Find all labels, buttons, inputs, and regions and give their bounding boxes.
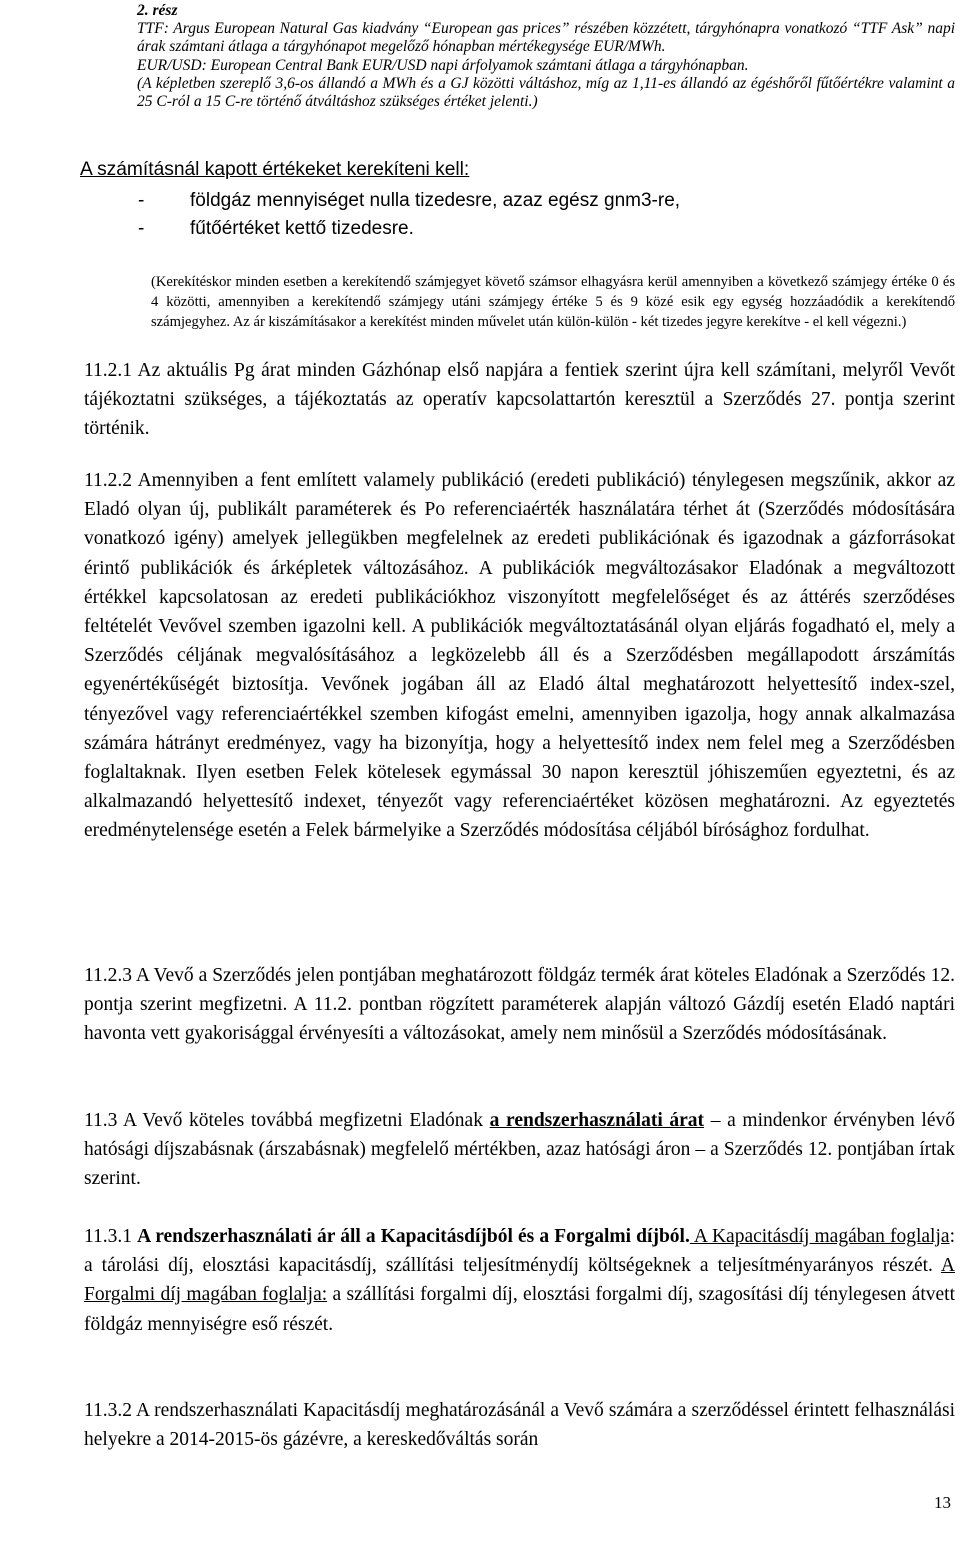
p1131-number: 11.3.1 bbox=[84, 1226, 138, 1247]
paragraph-11-3 bbox=[6, 1106, 955, 1194]
page-number: 13 bbox=[934, 1493, 951, 1512]
rounding-heading: A számításnál kapott értékeket kerekíteni kell: bbox=[80, 159, 470, 180]
rounding-item-text: földgáz mennyiséget nulla tizedesre, azaz egész gnm3-re, bbox=[190, 190, 681, 211]
p1131-capacity-fee-text: : a tárolási díj, elosztási kapacitásdíj, szállítási teljesítménydíj költségeknek a teljesítményarányos részét. bbox=[84, 1226, 955, 1277]
rounding-item-quantity bbox=[138, 190, 838, 216]
ttf-definition: TTF: Argus European Natural Gas kiadvány “European gas prices” részében közzétett, tárgyhónapra vonatkozó “TTF Ask” napi árak számtani átlaga a tárgyhónapot megelőző hónapban mértékegysége EUR/MWh. bbox=[137, 20, 955, 56]
paragraph-11-2-3: 11.2.3 A Vevő a Szerződés jelen pontjában meghatározott földgáz termék árat köteles Eladónak a Szerződés 12. pontja szerint megfizetni. A 11.2. pontban rögzített paraméterek alapján változó Gázdíj esetén Eladó naptári havonta vett gyakorisággal érvényesíti a változásokat, amely nem minősül a Szerződés módosításának. bbox=[84, 965, 955, 1045]
dash-bullet: - bbox=[138, 190, 145, 211]
rounding-item-heatvalue bbox=[138, 218, 838, 244]
p113-text-b: – a mindenkor érvényben lévő hatósági díjszabásnak (árszabásnak) megfelelő mértékben, azaz hatósági áron – a Szerződés 12. pontjában írtak szerint. bbox=[84, 1110, 955, 1190]
dash-bullet: - bbox=[138, 218, 145, 239]
p113-system-usage-price: a rendszerhasználati árat bbox=[489, 1110, 705, 1131]
section-title: 2. rész bbox=[137, 2, 178, 19]
paragraph-11-2-2: 11.2.2 Amennyiben a fent említett valamely publikáció (eredeti publikáció) ténylegesen megszűnik, akkor az Eladó olyan új, publikált paraméterek és Po referenciaérték használatára térhet át (Szerződés módosítására vonatkozó igény) amelyek jellegükben megfelelnek az eredeti publikációnak és igazodnak a gázforrásokat érintő publikációk és árképletek változásához. A publikációk megváltozásakor Eladónak a megváltozott értékkel kapcsolatosan az eredeti publikációkhoz viszonyított megfelelőséget és az áttérés szerződéses feltételét Vevővel szemben igazolni kell. A publikációk megváltoztatásánál olyan eljárás fogadható el, mely a Szerződés céljának megvalósításához a legközelebb áll és a Szerződésben megállapodott árszámítás egyenértékűségét biztosítja. Vevőnek jogában áll az Eladó által meghatározott helyettesítő index-szel, tényezővel vagy referenciaértékkel szemben kifogást emelni, amennyiben igazolja, hogy annak alkalmazása számára hátrányt eredményez, vagy ha bizonyítja, hogy a helyettesítő index nem felel meg a Szerződésben foglaltaknak. Ilyen esetben Felek kötelesek egymással 30 napon keresztül jóhiszeműen egyeztetni, és az alkalmazandó helyettesítő indexet, tényezőt vagy referenciaértéket közösen meghatározni. Az egyeztetés eredménytelensége esetén a Felek bármelyike a Szerződés módosítása céljából bírósághoz fordulhat. bbox=[84, 470, 955, 842]
p1131-capacity-fee-label: A Kapacitásdíj magában foglalja bbox=[689, 1226, 950, 1247]
constants-note: (A képletben szereplő 3,6-os állandó a MWh és a GJ közötti váltáshoz, míg az 1,11-es állandó az égéshőről fűtőértékre valamint a 25 C-ról a 15 C-re történő átváltáshoz szükséges értéket jelenti.) bbox=[137, 75, 955, 111]
p1131-traffic-fee-label: A Forgalmi díj magában foglalja: bbox=[84, 1255, 955, 1306]
rounding-note: (Kerekítéskor minden esetben a kerekítendő számjegyet követő számsor elhagyásra kerül amennyiben a következő számjegy értéke 0 és 4 közötti, amennyiben a kerekítendő számjegy utáni számjegy értéke 5 és 9 közé esik egy egység hozzáadódik a kerekítendő számjegyhez. Az ár kiszámításakor a kerekítést minden művelet után külön-külön - két tizedes jegyre kerekítve - el kell végezni.) bbox=[151, 274, 955, 330]
p113-text-a: 11.3 A Vevő köteles továbbá megfizetni Eladónak bbox=[84, 1110, 490, 1131]
paragraph-11-2-1: 11.2.1 Az aktuális Pg árat minden Gázhónap első napjára a fentiek szerint újra kell számítani, melyről Vevőt tájékoztatni szükséges, a tájékoztatás az operatív kapcsolattartón keresztül a Szerződés 27. pontja szerint történik. bbox=[84, 360, 955, 440]
paragraph-11-3-2: 11.3.2 A rendszerhasználati Kapacitásdíj meghatározásánál a Vevő számára a szerződéssel érintett felhasználási helyekre a 2014-2015-ös gázévre, a kereskedőváltás során bbox=[84, 1400, 955, 1451]
eurusd-definition: EUR/USD: European Central Bank EUR/USD napi árfolyamok számtani átlaga a tárgyhónapban. bbox=[137, 57, 749, 74]
rounding-item-text: fűtőértéket kettő tizedesre. bbox=[190, 218, 414, 239]
p1131-traffic-fee-text: a szállítási forgalmi díj, elosztási forgalmi díj, szagosítási díj ténylegesen átvett földgáz mennyiségre eső részét. bbox=[84, 1284, 956, 1335]
p1131-bold-statement: A rendszerhasználati ár áll a Kapacitásdíjból és a Forgalmi díjból. bbox=[137, 1226, 690, 1247]
paragraph-11-3-1 bbox=[6, 1222, 955, 1339]
